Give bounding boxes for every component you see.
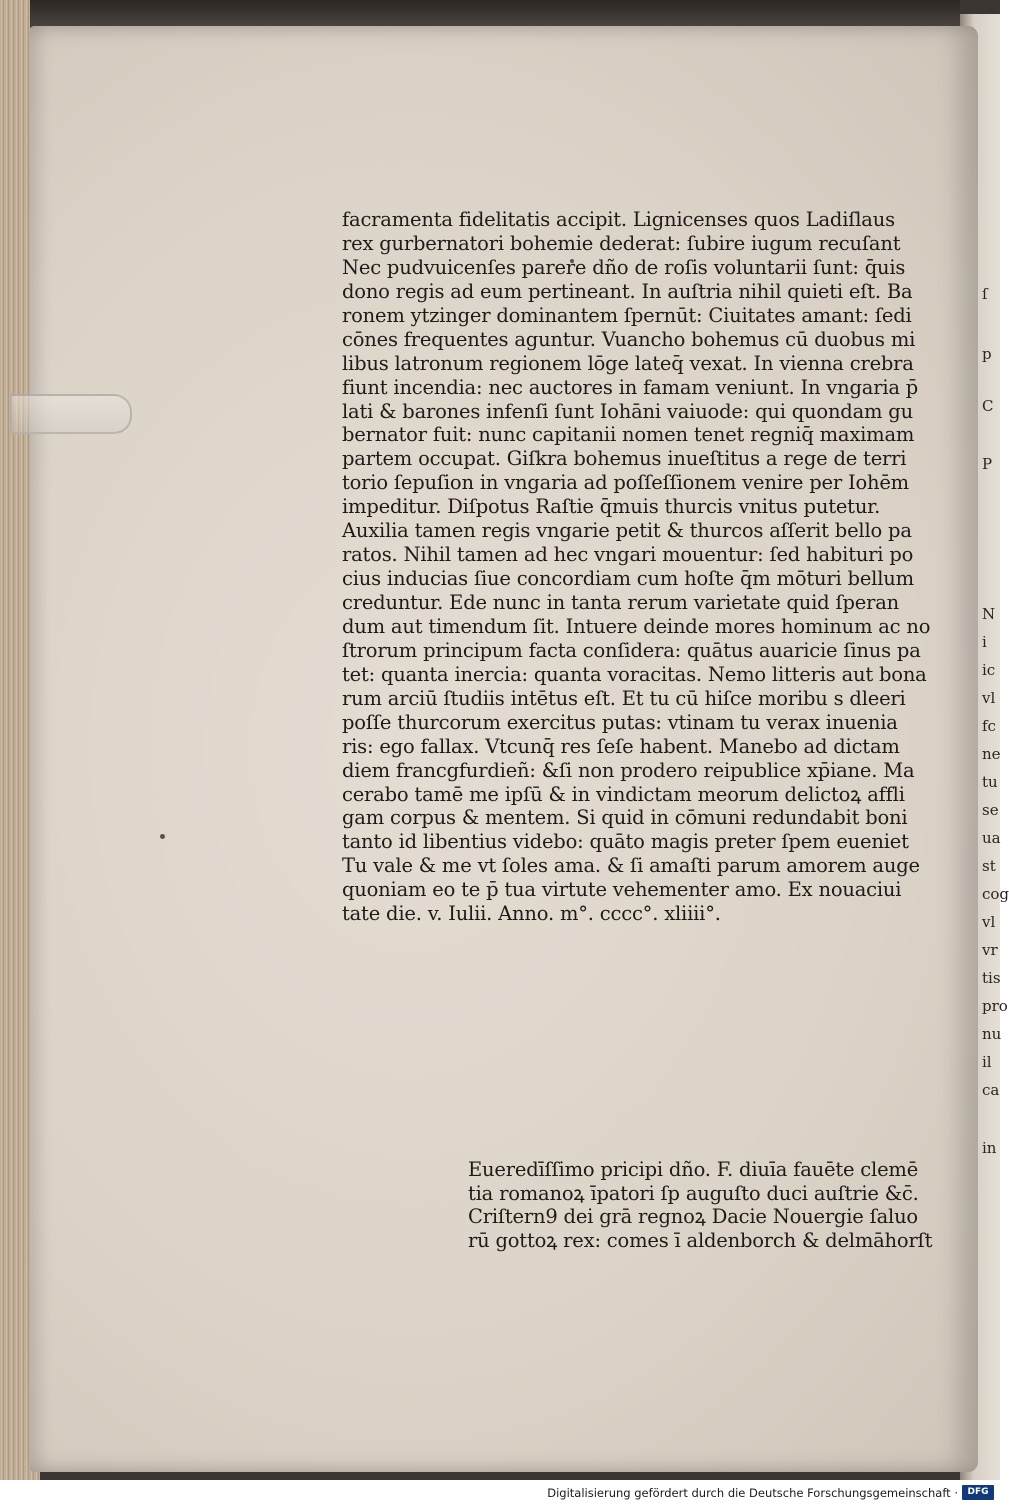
text-line: poſſe thurcorum exercitus putas: vtinam tu verax inuenia [342,710,898,734]
facing-page-fragment: P [982,455,993,473]
text-line: creduntur. Ede nunc in tanta rerum varietate quid ſperan [342,591,899,614]
text-line: ris: ego fallax. Vtcunq̄ res ſeſe habent. Manebo ad dictam [342,734,900,758]
book-top-edge [30,0,960,28]
main-text-block [342,208,942,926]
text-line: tate die. v. Iulii. Anno. m°. cccc°. xliiii°. [342,902,721,926]
ink-spot [160,834,165,839]
text-line: impeditur. Diſpotus Raſtie q̄muis thurcis vnitus putetur. [342,495,881,519]
facing-page-fragment: tu [982,773,998,791]
facing-page-fragment: N [982,605,996,623]
facing-page-fragment: nu [982,1025,1002,1043]
facing-page-fragment: ne [982,745,1001,763]
dfg-logo: DFG [962,1485,994,1500]
text-line: tet: quanta inercia: quanta voracitas. Nemo litteris aut bona [342,662,927,686]
text-line: Eueredīſſimo pricipi dño. F. diuīa fauēte clemē [468,1158,919,1181]
text-line: bernator fuit: nunc capitanii nomen tenet regniq̄ maximam [342,423,915,447]
text-line: facramenta fidelitatis accipit. Lignicenses quos Ladiſlaus [342,208,895,231]
text-line: dum aut timendum ſit. Intuere deinde mores hominum ac no [342,614,931,638]
text-line: Criſtern9 dei grā regnoꝝ Dacie Nouergie ſaluo [468,1205,918,1228]
text-line: torio ſepuſion in vngaria ad poſſeſſionem venire per Iohēm [342,471,909,495]
facing-page-fragment: cog [982,885,1009,903]
funding-credit: Digitalisierung gefördert durch die Deutsche Forschungsgemeinschaft · [547,1486,958,1500]
text-line: tanto id libentius videbo: quāto magis preter ſpem eueniet [342,830,909,854]
text-line: diem francgfurdieñ: &ſi non prodero reipublice xp̄iane. Ma [342,758,915,782]
bookmark-clip [10,394,132,434]
text-line: rum arciū ſtudiis intētus eſt. Et tu cū hiſce moribu s dleeri [342,686,906,710]
text-line: ratos. Nihil tamen ad hec vngari mouentur: ſed habituri po [342,543,914,567]
facing-page-fragment: vr [982,941,998,959]
facing-page-fragment: ua [982,829,1001,847]
text-line: rū gottoꝝ rex: comes ī aldenborch & delmāhorſt [468,1228,933,1252]
facing-page-fragment: tis [982,969,1001,987]
facing-page-fragment: i [982,633,987,651]
footer-bar [0,1480,1000,1506]
text-line: rex gurbernatori bohemie dederat: ſubire iugum recuſant [342,231,901,255]
text-line: dono regis ad eum pertineant. In auſtria nihil quieti eſt. Ba [342,279,913,303]
facing-page-fragment: vl [982,689,996,707]
text-line: partem occupat. Giſkra bohemus inueſtitus a rege de terri [342,447,907,471]
facing-page-fragment: se [982,801,999,819]
text-line: cius inducias ſiue concordiam cum hoſte q̄m mōturi bellum [342,567,914,591]
text-line: gam corpus & mentem. Si quid in cōmuni redundabit boni [342,806,908,830]
text-line: libus latronum regionem lōge lateq̄ vexat. In vienna crebra [342,351,914,375]
text-line: fiunt incendia: nec auctores in famam veniunt. In vngaria p̄ [342,375,919,399]
facing-page-fragment: fc [982,717,996,735]
text-line: cerabo tamē me ipſū & in vindictam meorum delictoꝝ affli [342,782,905,806]
facing-page-fragment: ca [982,1081,1000,1099]
text-line: Nec pudvuicenſes parere dño de roſis voluntarii ſunt: q̄uis [342,255,906,279]
text-line: Auxilia tamen regis vngarie petit & thurcos aſſerit bello pa [342,519,912,543]
facing-page-fragment: ſ [982,285,988,303]
text-line: quoniam eo te p̄ tua virtute vehementer amo. Ex nouaciui [342,878,902,902]
facing-page-fragment: C [982,397,994,415]
text-line: ſtrorum principum facta conſidera: quātus auaricie ſinus pa [342,638,921,662]
text-line: cōnes frequentes aguntur. Vuancho bohemus cū duobus mi [342,327,916,351]
text-line: Tu vale & me vt ſoles ama. & ſi amaſti parum amorem auge [342,854,920,878]
facing-page-fragment: il [982,1053,992,1071]
text-line: ronem ytzinger dominantem ſpernūt: Ciuitates amant: ſedi [342,303,912,327]
facing-page-fragment: ic [982,661,996,679]
facing-page-fragment: pro [982,997,1008,1015]
text-line: lati & barones infenſi ſunt Iohāni vaiuode: qui quondam gu [342,399,913,423]
facing-page-fragment: vl [982,913,996,931]
facing-page-fragment: in [982,1139,997,1157]
letter-heading-block [468,1158,938,1252]
facing-page-fragment: p [982,345,992,363]
facing-page-fragment: st [982,857,996,875]
text-line: tia romanoꝝ īpatori ſp auguſto duci auſtrie &c̄. [468,1181,919,1205]
